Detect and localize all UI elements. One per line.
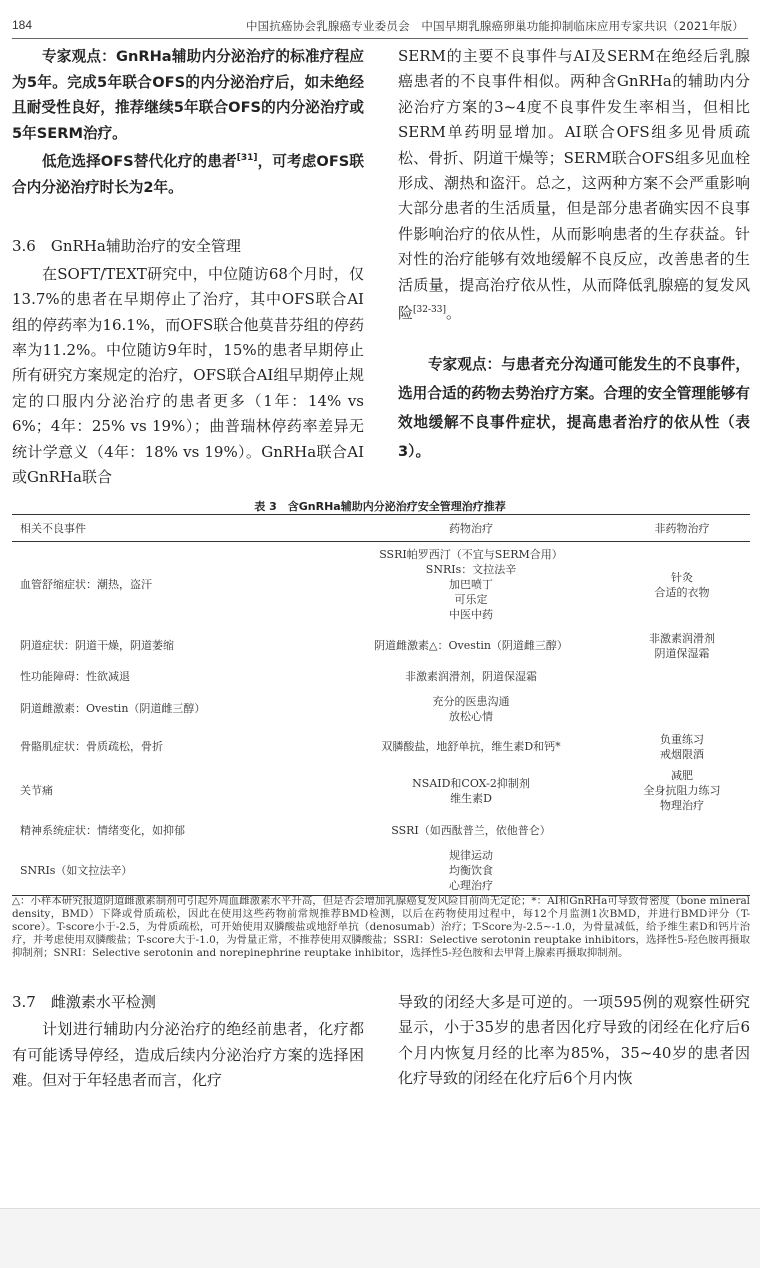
- drug-item: 加巴喷丁: [449, 578, 493, 592]
- nondrug-cell: [614, 690, 750, 728]
- adverse-event-end: 。: [445, 304, 461, 323]
- drug-item: 维生素D: [450, 791, 492, 805]
- table-row: [12, 690, 750, 728]
- page-number: 184: [12, 18, 33, 32]
- event-cell: 性功能障碍：性欲减退: [20, 670, 130, 683]
- event-cell: 精神系统症状：情绪变化，如抑郁: [20, 824, 185, 837]
- drug-item: SSRI帕罗西汀（不宜与SERM合用）: [379, 548, 563, 562]
- nondrug-cell: [614, 542, 750, 628]
- expert-view-duration: 专家观点：GnRHa辅助内分泌治疗的标准疗程应为5年。完成5年联合OFS的内分泌治疗后，如未绝经且耐受性良好，推荐继续5年联合OFS的内分泌治疗或5年SERM治疗。: [12, 48, 364, 142]
- table-row: [12, 728, 750, 766]
- drug-cell: [328, 628, 614, 664]
- nondrug-item: 合适的衣物: [654, 585, 710, 599]
- left-column: [12, 44, 364, 490]
- col-header-drug: 药物治疗: [328, 515, 614, 542]
- drug-item: 充分的医患沟通: [432, 694, 510, 708]
- running-title: 中国抗癌协会乳腺癌专业委员会 中国早期乳腺癌卵巢功能抑制临床应用专家共识（2021年版）: [245, 19, 744, 33]
- drug-item: 放松心情: [449, 709, 493, 723]
- drug-cell: [328, 728, 614, 766]
- drug-item: 阴道雌激素△：Ovestin（阴道雌三醇）: [374, 639, 568, 652]
- col-header-event: 相关不良事件: [12, 515, 328, 542]
- nondrug-item: 非激素润滑剂: [649, 631, 715, 645]
- event-cell: 血管舒缩症状：潮热，盗汗: [20, 578, 152, 592]
- adverse-event-paragraph: [398, 44, 750, 326]
- event-cell: 骨骼肌症状：骨质疏松，骨折: [20, 740, 163, 753]
- low-risk-paragraph: [12, 146, 364, 200]
- nondrug-cell: [614, 816, 750, 846]
- event-cell: 关节痛: [20, 784, 53, 797]
- lower-right-column: [398, 990, 750, 1092]
- table-footnote: △：小样本研究报道阴道雌激素制剂可引起外周血雌激素水平升高，但是否会增加乳腺癌复发风险目前尚无定论；*：AI和GnRHa可导致骨密度（bone mineral density，BMD）下降或骨质疏松，因此在使用这些药物前常规推荐BMD检测，以后在药物使用过程中，每12个月监测1次BMD，并进行BMD评分（T-score）。T-score小于-2.5，为骨质疏松，可开始使用双膦酸盐或地舒单抗（denosumab）治疗；T-Score为-2.5~-1.0，为骨量减低，给予维生素D和钙片治疗，并考虑使用双膦酸盐；T-score大于-1.0，为骨量正常，不推荐使用双膦酸盐；SSRI：Selective serotonin reuptake inhibitors，选择性5-羟色胺再摄取抑制剂；SNRI：Selective serotonin and norepinephrine reuptake inhibitor，选择性5-羟色胺和去甲肾上腺素再摄取抑制剂。: [12, 895, 750, 959]
- drug-item: 双膦酸盐，地舒单抗，维生素D和钙*: [381, 740, 561, 753]
- nondrug-item: 负重练习: [660, 732, 704, 746]
- citation-31: [31]: [236, 153, 258, 164]
- drug-item: 可乐定: [454, 593, 488, 607]
- drug-cell: [328, 846, 614, 896]
- lower-left-column: [12, 990, 364, 1094]
- drug-item: 中医中药: [449, 608, 493, 622]
- nondrug-item: 针灸: [671, 570, 693, 584]
- table-row: [12, 664, 750, 690]
- table-row: [12, 816, 750, 846]
- estrogen-paragraph: 计划进行辅助内分泌治疗的绝经前患者，化疗都有可能诱导停经，造成后续内分泌治疗方案的选择困难。但对于年轻患者而言，化疗: [12, 1020, 364, 1090]
- nondrug-cell: [614, 628, 750, 664]
- drug-cell: [328, 542, 614, 628]
- viewer-bottom-area: [0, 1208, 760, 1268]
- low-risk-text: 低危选择OFS替代化疗的患者: [42, 153, 237, 171]
- nondrug-item: 阴道保湿霜: [654, 646, 710, 660]
- nondrug-cell: [614, 664, 750, 690]
- drug-item: 非激素润滑剂，阴道保湿霜: [405, 670, 537, 683]
- safety-management-table: [12, 514, 750, 896]
- nondrug-cell: [614, 728, 750, 766]
- table-row: [12, 766, 750, 816]
- expert-view-safety: 专家观点：与患者充分沟通可能发生的不良事件，选用合适的药物去势治疗方案。合理的安全管理能够有效地缓解不良事件症状，提高患者治疗的依从性（表3）。: [398, 356, 750, 461]
- drug-cell: [328, 664, 614, 690]
- table-row: [12, 628, 750, 664]
- page-header: [12, 18, 748, 39]
- drug-item: 心理治疗: [449, 878, 493, 892]
- event-cell: 阴道症状：阴道干燥，阴道萎缩: [20, 639, 174, 652]
- nondrug-item: 戒烟限酒: [660, 747, 704, 761]
- section-heading-3-6: 3.6 GnRHa辅助治疗的安全管理: [12, 237, 241, 256]
- table-title: 表 3 含GnRHa辅助内分泌治疗安全管理治疗推荐: [254, 500, 506, 513]
- nondrug-cell: [614, 766, 750, 816]
- table-header-row: [12, 515, 750, 542]
- drug-cell: [328, 766, 614, 816]
- drug-cell: [328, 690, 614, 728]
- event-cell: SNRIs（如文拉法辛）: [12, 846, 328, 896]
- drug-item: SSRI（如西酞普兰，依他普仑）: [391, 824, 551, 837]
- drug-item: 均衡饮食: [449, 863, 493, 877]
- drug-item: 规律运动: [449, 848, 493, 862]
- table-row: [12, 846, 750, 896]
- event-cell: 阴道雌激素：Ovestin（阴道雌三醇）: [20, 702, 206, 715]
- nondrug-item: 物理治疗: [660, 799, 704, 812]
- col-header-nondrug: 非药物治疗: [614, 515, 750, 542]
- nondrug-cell: [614, 846, 750, 896]
- section-heading-3-7: 3.7 雌激素水平检测: [12, 993, 156, 1011]
- low-risk-tail: ，可考虑OFS联合内分泌治疗时长为2年。: [12, 153, 365, 196]
- amenorrhea-paragraph: 导致的闭经大多是可逆的。一项595例的观察性研究显示，小于35岁的患者因化疗导致的闭经在化疗后6个月内恢复月经的比率为85%，35~40岁的患者因化疗导致的闭经在化疗后6个月内恢: [398, 993, 750, 1088]
- right-column: [398, 44, 750, 466]
- table-row: [12, 542, 750, 628]
- drug-cell: [328, 816, 614, 846]
- citation-32-33: [32-33]: [413, 305, 446, 316]
- drug-item: NSAID和COX-2抑制剂: [412, 776, 530, 790]
- drug-item: SNRIs：文拉法辛: [425, 563, 517, 577]
- adverse-event-text: SERM的主要不良事件与AI及SERM在绝经后乳腺癌患者的不良事件相似。两种含GnRHa的辅助内分泌治疗方案的3~4度不良事件发生率相当，但相比SERM单药明显增加。AI联合OFS组多见骨质疏松、骨折、阴道干燥等；SERM联合OFS组多见血栓形成、潮热和盗汗。总之，这两种方案不会严重影响大部分患者的生活质量，但是部分患者确实因不良事件影响治疗的依从性，从而影响患者的生存获益。针对性的治疗能够有效地缓解不良反应，改善患者的生活质量，提高治疗依从性，从而降低乳腺癌的复发风险: [398, 47, 750, 323]
- nondrug-item: 减肥: [671, 769, 693, 782]
- nondrug-item: 全身抗阻力练习: [643, 784, 721, 797]
- safety-paragraph: 在SOFT/TEXT研究中，中位随访68个月时，仅13.7%的患者在早期停止了治疗，其中OFS联合AI组的停药率为16.1%，而OFS联合他莫昔芬组的停药率为11.2%。中位随访9年时，15%的患者早期停止所有研究方案规定的治疗，OFS联合AI组早期停止规定的口服内分泌治疗的患者更多（1年：14% vs 6%；4年：25% vs 19%）；曲普瑞林停药率差异无统计学意义（4年：18% vs 19%）。GnRHa联合AI或GnRHa联合: [12, 264, 364, 487]
